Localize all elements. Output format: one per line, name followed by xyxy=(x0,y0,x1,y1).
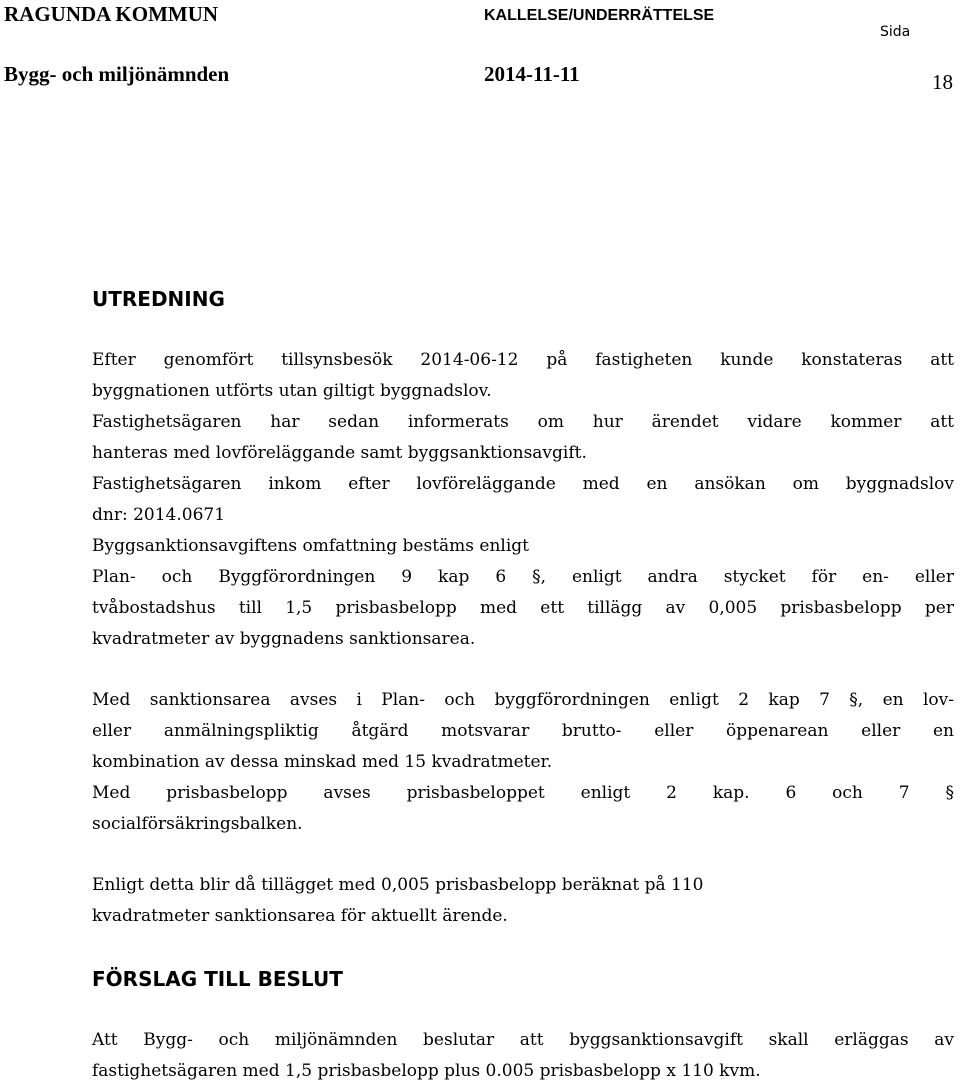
text-line: eller anmälningspliktig åtgärd motsvarar brutto- eller öppenarean eller en xyxy=(92,721,954,741)
text-line: Med prisbasbelopp avses prisbasbeloppet enligt 2 kap. 6 och 7 § xyxy=(92,783,954,803)
board-name: Bygg- och miljönämnden xyxy=(4,62,230,86)
text-line: Plan- och Byggförordningen 9 kap 6 §, enligt andra stycket för en- eller xyxy=(92,567,954,587)
text-line: fastighetsägaren med 1,5 prisbasbelopp plus 0.005 prisbasbelopp x 110 kvm. xyxy=(92,1061,761,1081)
text-line: Efter genomfört tillsynsbesök 2014-06-12 på fastigheten kunde konstateras att xyxy=(92,350,954,370)
text-line: Byggsanktionsavgiftens omfattning bestäms enligt xyxy=(92,536,530,556)
text-line: Fastighetsägaren har sedan informerats om hur ärendet vidare kommer att xyxy=(92,412,954,432)
paragraph-beslut xyxy=(92,1025,954,1087)
text-line: dnr: 2014.0671 xyxy=(92,505,226,525)
org-name: RAGUNDA KOMMUN xyxy=(4,2,219,26)
text-line: kvadratmeter av byggnadens sanktionsarea. xyxy=(92,629,476,649)
text-line: Enligt detta blir då tillägget med 0,005 prisbasbelopp beräknat på 110 xyxy=(92,875,704,895)
text-line: Att Bygg- och miljönämnden beslutar att byggsanktionsavgift skall erläggas av xyxy=(92,1030,954,1050)
section-heading-utredning: UTREDNING xyxy=(92,287,225,311)
paragraph-sanktionsarea xyxy=(92,685,954,840)
text-line: socialförsäkringsbalken. xyxy=(92,814,303,834)
paragraph-tillsyn xyxy=(92,345,954,655)
document-type: KALLELSE/UNDERRÄTTELSE xyxy=(484,7,715,24)
text-line: Fastighetsägaren inkom efter lovföreläggande med en ansökan om byggnadslov xyxy=(92,474,954,494)
page-label: Sida xyxy=(880,24,911,40)
text-line: hanteras med lovföreläggande samt byggsanktionsavgift. xyxy=(92,443,587,463)
document-body xyxy=(92,284,954,1087)
text-line: byggnationen utförts utan giltigt byggnadslov. xyxy=(92,381,492,401)
section-heading-forslag: FÖRSLAG TILL BESLUT xyxy=(92,967,343,991)
text-line: Med sanktionsarea avses i Plan- och byggförordningen enligt 2 kap 7 §, en lov- xyxy=(92,690,954,710)
text-line: kvadratmeter sanktionsarea för aktuellt ärende. xyxy=(92,906,508,926)
document-date: 2014-11-11 xyxy=(484,62,580,86)
text-line: tvåbostadshus till 1,5 prisbasbelopp med ett tillägg av 0,005 prisbasbelopp per xyxy=(92,598,954,618)
paragraph-tillagg xyxy=(92,870,954,932)
page-number: 18 xyxy=(932,70,953,94)
text-line: kombination av dessa minskad med 15 kvadratmeter. xyxy=(92,752,553,772)
